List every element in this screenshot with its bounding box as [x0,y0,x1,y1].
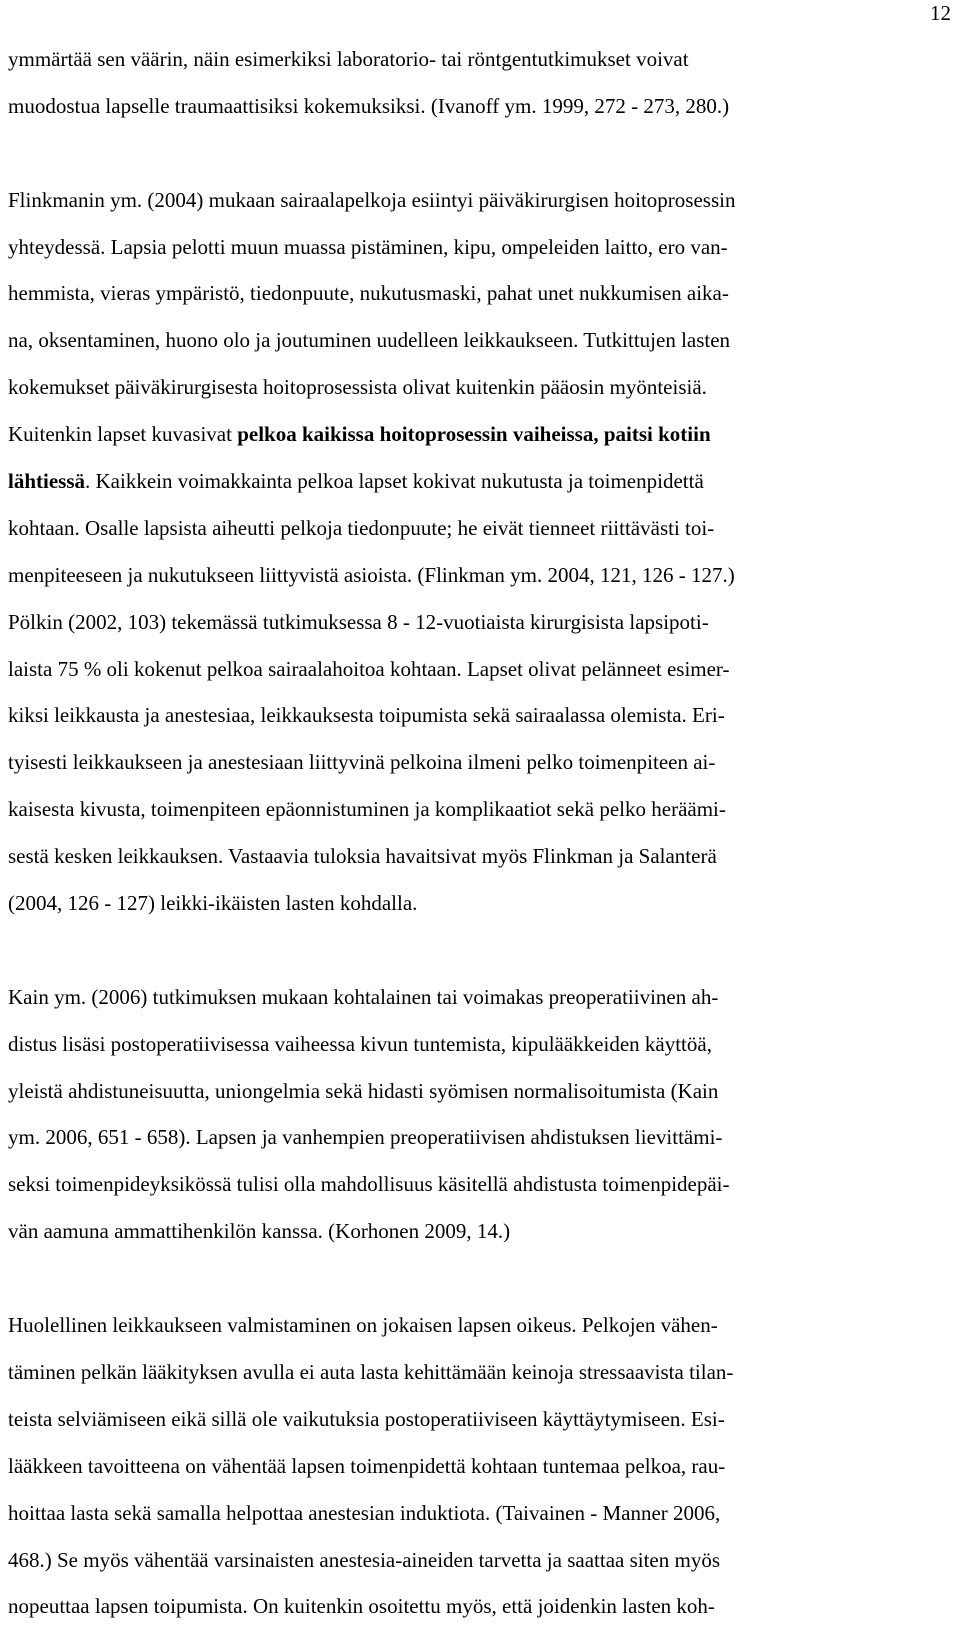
text-segment: hemmista, vieras ympäristö, tiedonpuute, nukutusmaski, pahat unet nukkumisen aika- [8,281,729,306]
text-segment: distus lisäsi postoperatiivisessa vaiheessa kivun tuntemista, kipulääkkeiden käyttöä, [8,1031,712,1056]
text-line [8,370,960,417]
text-segment: täminen pelkän lääkityksen avulla ei auta lasta kehittämään keinoja stressaavista tilan- [8,1359,734,1384]
text-line [8,792,960,839]
text-segment: menpiteeseen ja nukutukseen liittyvistä asioista. (Flinkman ym. 2004, 121, 126 - 127.) [8,562,735,587]
paragraph-break [8,933,960,980]
text-line [8,1214,960,1261]
text-segment: lääkkeen tavoitteena on vähentää lapsen toimenpidettä kohtaan tuntemaa pelkoa, rau- [8,1453,726,1478]
text-segment: Pölkin (2002, 103) tekemässä tutkimuksessa 8 - 12-vuotiaista kirurgisista lapsipoti- [8,609,709,634]
text-line [8,1074,960,1121]
text-segment: seksi toimenpideyksikössä tulisi olla mahdollisuus käsitellä ahdistusta toimenpidepäi- [8,1172,730,1197]
text-segment: tyisesti leikkaukseen ja anestesiaan liittyvinä pelkoina ilmeni pelko toimenpiteen ai- [8,750,716,775]
text-line [8,511,960,558]
text-line [8,652,960,699]
text-line [8,605,960,652]
text-segment: ymmärtää sen väärin, näin esimerkiksi laboratorio- tai röntgentutkimukset voivat [8,47,689,71]
text-line [8,1402,960,1449]
bold-text-segment: pelkoa kaikissa hoitoprosessin vaiheissa, paitsi kotiin [237,422,711,447]
text-segment: kiksi leikkausta ja anestesiaa, leikkauksesta toipumista sekä sairaalassa olemista. Eri- [8,703,725,728]
text-segment: vän aamuna ammattihenkilön kanssa. (Korhonen 2009, 14.) [8,1219,511,1244]
text-segment: yleistä ahdistuneisuutta, uniongelmia sekä hidasti syömisen normalisoitumista (Kain [8,1078,719,1103]
text-segment: . Kaikkein voimakkainta pelkoa lapset kokivat nukutusta ja toimenpidettä [85,469,704,494]
text-line [8,1120,960,1167]
text-segment: muodostua lapselle traumaattisiksi kokemuksiksi. (Ivanoff ym. 1999, 272 - 273, 280.) [8,93,730,118]
text-line [8,417,960,464]
text-line [8,1589,960,1636]
text-line [8,183,960,230]
text-line [8,42,960,89]
text-segment: Huolellinen leikkaukseen valmistaminen on jokaisen lapsen oikeus. Pelkojen vähen- [8,1313,718,1338]
text-line [8,1308,960,1355]
text-segment: laista 75 % oli kokenut pelkoa sairaalahoitoa kohtaan. Lapset olivat pelänneet esimer- [8,656,730,681]
text-segment: teista selviämiseen eikä sillä ole vaikutuksia postoperatiiviseen käyttäytymiseen. Esi- [8,1406,725,1431]
text-segment: 468.) Se myös vähentää varsinaisten anestesia-aineiden tarvetta ja saattaa siten myös [8,1547,721,1572]
text-segment: ym. 2006, 651 - 658). Lapsen ja vanhempien preoperatiivisen ahdistuksen lievittämi- [8,1125,723,1150]
body-text [8,42,960,1636]
text-segment: nopeuttaa lapsen toipumista. On kuitenkin osoitettu myös, että joidenkin lasten koh- [8,1594,715,1619]
text-segment: Kain ym. (2006) tutkimuksen mukaan kohtalainen tai voimakas preoperatiivinen ah- [8,984,719,1009]
text-line [8,1449,960,1496]
page-number: 12 [930,1,951,25]
paragraph-break [8,1261,960,1308]
text-segment: na, oksentaminen, huono olo ja joutuminen uudelleen leikkaukseen. Tutkittujen lasten [8,328,731,353]
text-line [8,230,960,277]
text-line [8,1027,960,1074]
text-segment: hoittaa lasta sekä samalla helpottaa anestesian induktiota. (Taivainen - Manner 2006, [8,1500,721,1525]
text-line [8,276,960,323]
text-line [8,558,960,605]
text-segment: kokemukset päiväkirurgisesta hoitoprosessista olivat kuitenkin pääosin myönteisiä. [8,375,707,400]
text-line [8,89,960,136]
paragraph-break [8,136,960,183]
text-line [8,323,960,370]
text-segment: Flinkmanin ym. (2004) mukaan sairaalapelkoja esiintyi päiväkirurgisen hoitoprosessin [8,187,736,212]
text-segment: Kuitenkin lapset kuvasivat [8,422,238,447]
text-segment: kohtaan. Osalle lapsista aiheutti pelkoja tiedonpuute; he eivät tienneet riittävästi toi- [8,515,715,540]
text-line [8,1355,960,1402]
text-line [8,698,960,745]
text-line [8,464,960,511]
text-line [8,1496,960,1543]
bold-text-segment: lähtiessä [8,469,86,494]
text-line [8,1167,960,1214]
text-line [8,980,960,1027]
text-line [8,839,960,886]
text-line [8,745,960,792]
text-segment: yhteydessä. Lapsia pelotti muun muassa pistäminen, kipu, ompeleiden laitto, ero van- [8,234,728,259]
text-segment: sestä kesken leikkauksen. Vastaavia tuloksia havaitsivat myös Flinkman ja Salanterä [8,844,717,869]
text-segment: kaisesta kivusta, toimenpiteen epäonnistuminen ja komplikaatiot sekä pelko heräämi- [8,797,726,822]
text-line [8,1543,960,1590]
text-line [8,886,960,933]
text-segment: (2004, 126 - 127) leikki-ikäisten lasten kohdalla. [8,891,418,916]
